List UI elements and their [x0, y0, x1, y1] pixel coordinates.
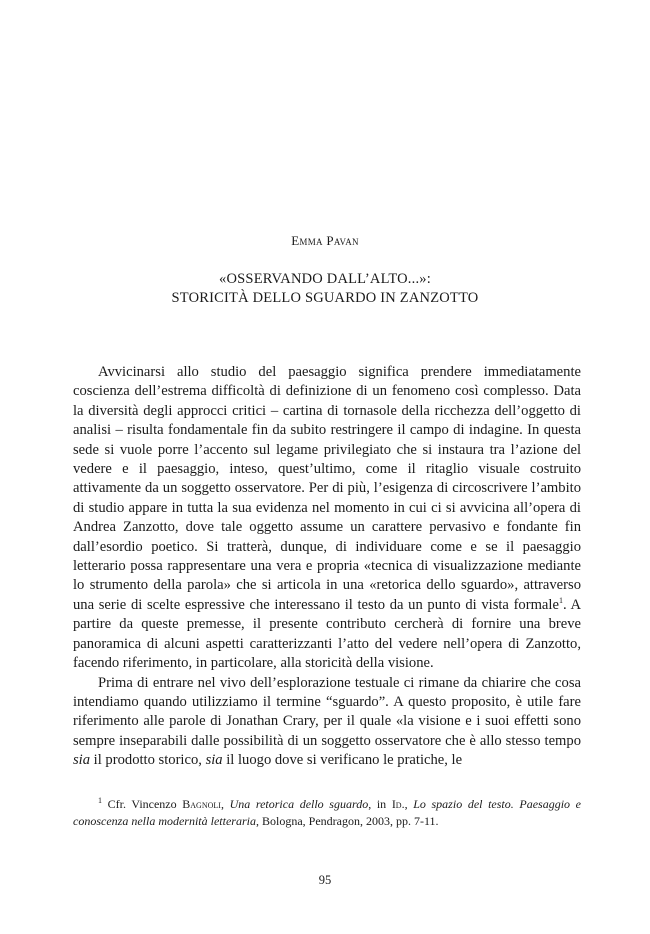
- footnote-ibid: Id.: [391, 797, 405, 811]
- page-number: 95: [318, 873, 332, 887]
- paragraph-2-text-c: il luogo dove si verificano le pratiche, le: [222, 752, 463, 769]
- footnote-publication: , Bologna, Pendragon, 2003, pp. 7-11.: [255, 814, 439, 828]
- footnote-prefix: Cfr.: [102, 797, 132, 811]
- body-text: [73, 363, 581, 771]
- paragraph-2-emphasis-1: sia: [73, 752, 91, 769]
- footnote: [73, 796, 581, 830]
- footnote-text: $^1$ Cfr. Vincenzo Bagnoli, Una retorica dello sguardo, in Id., Lo spazio del testo. Paesaggio e conoscenza nella modernità letteraria, Bologna, Pendragon, 2003, pp. 7-11.: [73, 796, 581, 828]
- footnote-in: , in: [368, 797, 392, 811]
- footnote-book-title: Lo spazio del testo. Paesaggio e conoscenza nella modernità letteraria: [73, 797, 581, 828]
- title-line-2: STORICITÀ DELLO SGUARDO IN ZANZOTTO: [171, 290, 479, 306]
- paragraph-2-emphasis-2: sia: [205, 752, 223, 769]
- footnote-reference: 1: [558, 596, 563, 606]
- paragraph-1-text-a: Avvicinarsi allo studio del paesaggio significa prendere immediatamente coscienza dell’estrema difficoltà di definizione di un fenomeno così complesso. Data la diversità degli approcci critici – cartina di tornasole della ricchezza dell’oggetto di analisi – risulta fondamentale fin da subito restringere il campo di indagine. In questa sede si vuole porre l’accento sul legame privilegiato che si instaura tra l’azione del vedere e il paesaggio, inteso, quest’ultimo, come il ritaglio visuale costruito attivamente da un soggetto osservatore. Per di più, l’esigenza di circoscrivere l’ambito di studio appare in tutta la sua evidenza nel momento in cui ci si avvicina all’opera di Andrea Zanzotto, dove tale oggetto assume un carattere pervasivo e fondante fin dall’esordio poetico. Si tratterà, dunque, di individuare come e se il paesaggio letterario possa rappresentare una vera e propria «tecnica di visualizzazione mediante lo strumento della parola» che si articola in una «retorica dello sguardo», attraverso una serie di scelte espressive che interessano il testo da un punto di vista formale: [73, 364, 581, 613]
- author-name: Emma Pavan: [291, 233, 359, 248]
- article-title: [0, 270, 650, 308]
- paragraph-1: [73, 363, 581, 674]
- footnote-separator: ,: [404, 797, 414, 811]
- paragraph-2-text-a: Prima di entrare nel vivo dell’esplorazione testuale ci rimane da chiarire che cosa intendiamo quando utilizziamo il termine “sguardo”. A questo proposito, è utile fare riferimento alle parole di Jonathan Crary, per il quale «la visione e i suoi effetti sono sempre inseparabili dalle possibilità di un soggetto osservatore che è allo stesso tempo: [73, 674, 581, 749]
- paragraph-2: [73, 674, 581, 771]
- paragraph-2-text-b: il prodotto storico,: [90, 752, 206, 769]
- footnote-author-last: Bagnoli: [182, 797, 221, 811]
- footnote-number: 1: [98, 796, 102, 805]
- paragraph-1-text-b: . A partire da queste premesse, il presente contributo cercherà di fornire una breve panoramica di alcuni aspetti caratterizzanti l’atto del vedere nell’opera di Zanzotto, facendo riferimento, in particolare, alla storicità della visione.: [73, 596, 581, 672]
- title-line-1: «OSSERVANDO DALL’ALTO...»:: [219, 271, 431, 287]
- footnote-author-first: Vincenzo: [131, 797, 177, 811]
- footnote-work-title: Una retorica dello sguardo: [229, 797, 369, 811]
